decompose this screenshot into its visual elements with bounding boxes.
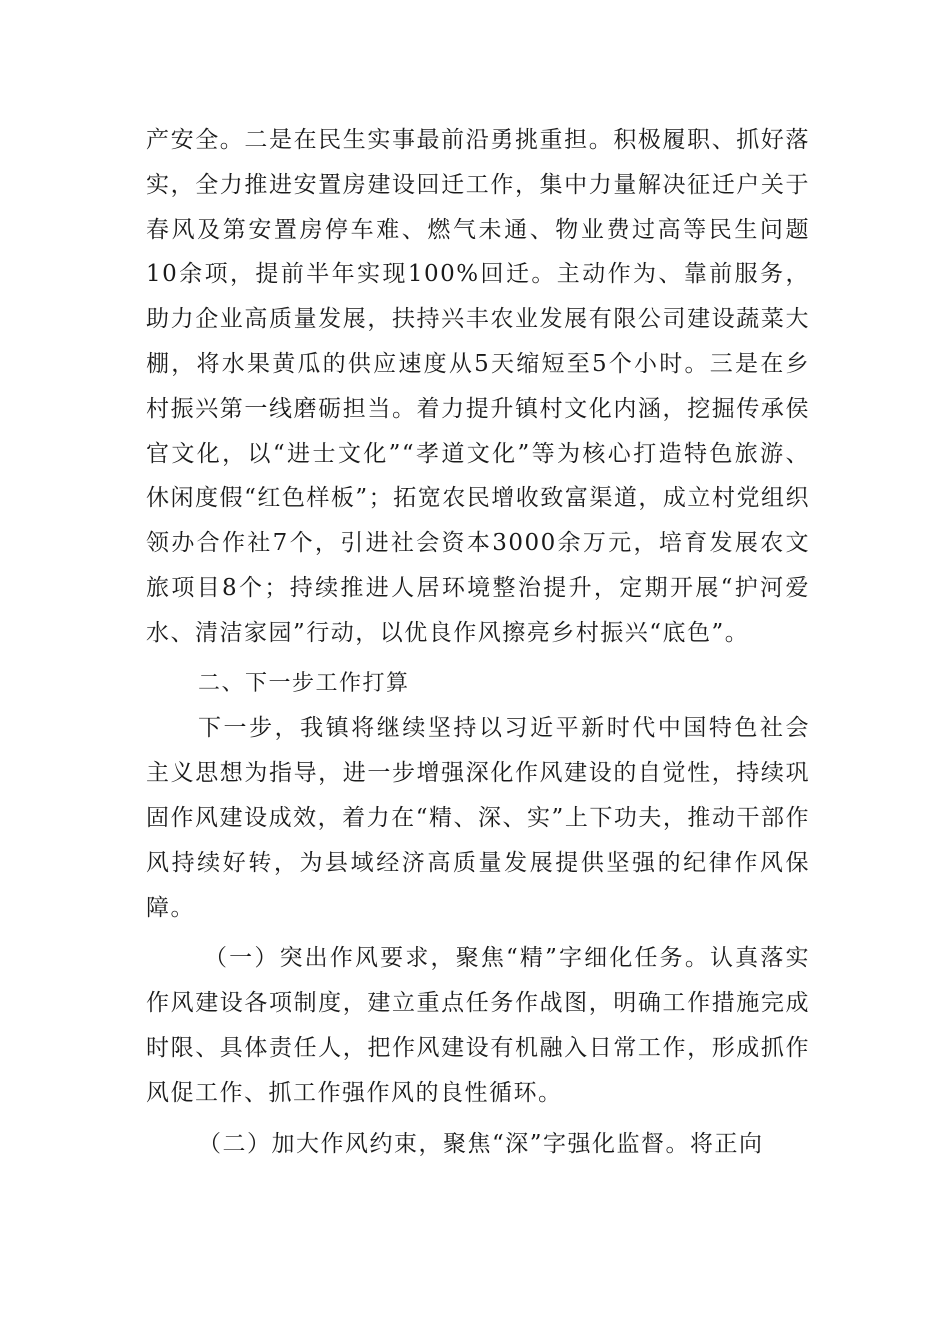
section-heading: 二、下一步工作打算: [198, 670, 410, 696]
item-1-paragraph: [146, 936, 810, 1115]
item-2-lead: （二）加大作风约束，聚焦“深”字强化监督。: [198, 1130, 691, 1157]
paragraph-continued: 产安全。二是在民生实事最前沿勇挑重担。积极履职、抓好落实，全力推进安置房建设回迁工作，集中力量解决征迁户关于春风及第安置房停车难、燃气未通、物业费过高等民生问题10余项，提前半年实现100%回迁。主动作为、靠前服务，助力企业高质量发展，扶持兴丰农业发展有限公司建设蔬菜大棚，将水果黄瓜的供应速度从5天缩短至5个小时。三是在乡村振兴第一线磨砺担当。着力提升镇村文化内涵，挖掘传承侯官文化，以“进士文化”“孝道文化”等为核心打造特色旅游、休闲度假“红色样板”；拓宽农民增收致富渠道，成立村党组织领办合作社7个，引进社会资本3000余万元，培育发展农文旅项目8个；持续推进人居环境整治提升，定期开展“护河爱水、清洁家园”行动，以优良作风擦亮乡村振兴“底色”。: [146, 127, 810, 646]
item-1-lead: （一）突出作风要求，聚焦“精”字细化任务。: [204, 945, 710, 972]
item-2-body: 将正向: [690, 1130, 764, 1157]
item-2-paragraph: [146, 1122, 810, 1167]
document-body: [146, 118, 810, 1166]
intro-paragraph: 下一步，我镇将继续坚持以习近平新时代中国特色社会主义思想为指导，进一步增强深化作风建设的自觉性，持续巩固作风建设成效，着力在“精、深、实”上下功夫，推动干部作风持续好转，为县域经济高质量发展提供坚强的纪律作风保障。: [146, 715, 810, 921]
item-1-body: 认真落实作风建设各项制度，建立重点任务作战图，明确工作措施完成时限、具体责任人，把作风建设有机融入日常工作，形成抓作风促工作、抓工作强作风的良性循环。: [146, 945, 810, 1106]
